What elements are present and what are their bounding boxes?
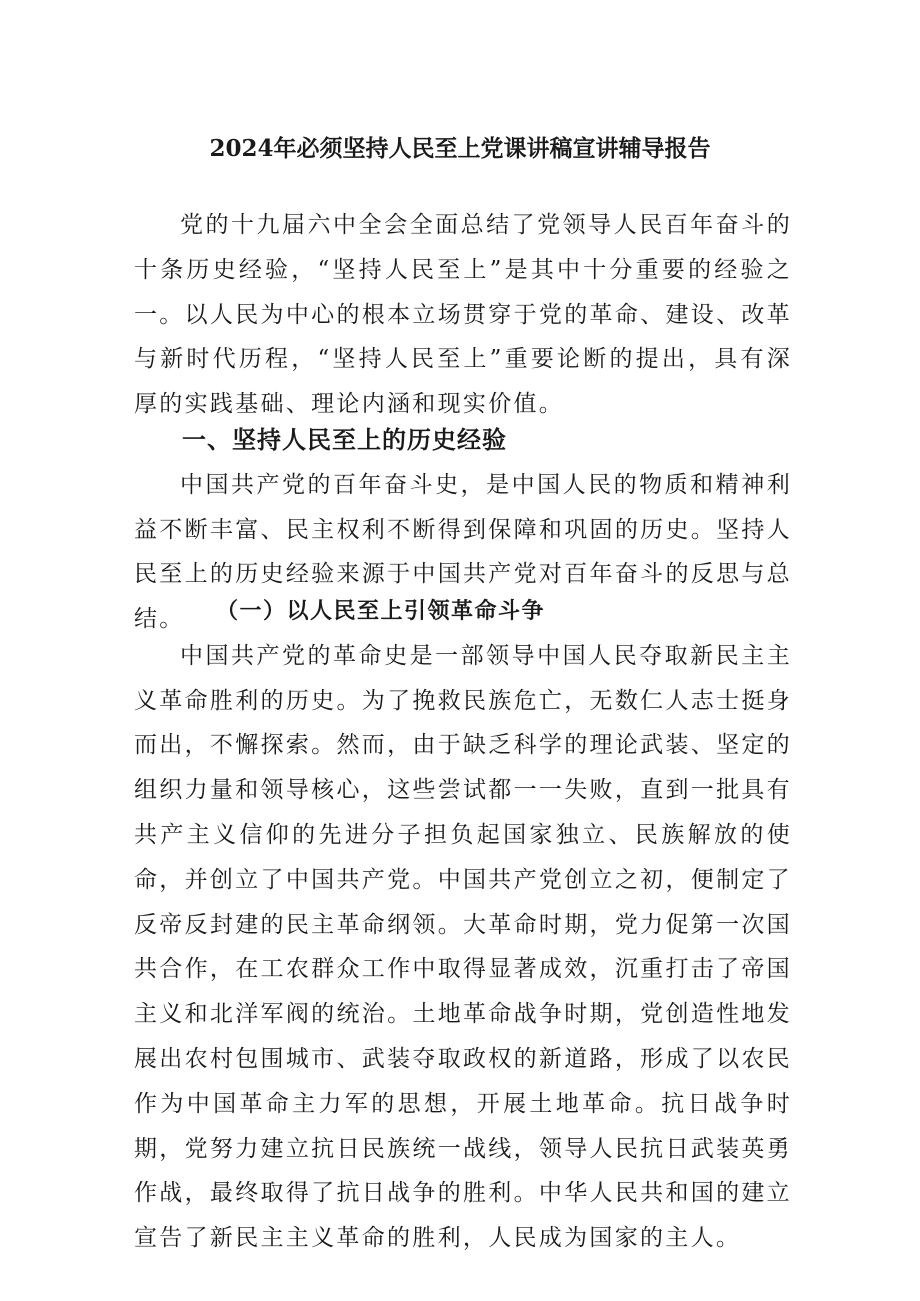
subsection-1 xyxy=(134,589,792,1261)
section-1-heading: 一、坚持人民至上的历史经验 xyxy=(182,426,507,454)
section-1-paragraph: 中国共产党的百年奋斗史，是中国人民的物质和精神利益不断丰富、民主权利不断得到保障和巩固的历史。坚持人民至上的历史经验来源于中国共产党对百年奋斗的反思与总结。 xyxy=(134,471,792,633)
subsection-1-heading: （一）以人民至上引领革命斗争 xyxy=(216,598,546,624)
intro-block xyxy=(134,203,792,427)
document-title: 2024年必须坚持人民至上党课讲稿宣讲辅导报告 xyxy=(209,135,711,163)
subsection-1-paragraph: 中国共产党的革命史是一部领导中国人民夺取新民主主义革命胜利的历史。为了挽救民族危亡，无数仁人志士挺身而出，不懈探索。然而，由于缺乏科学的理论武装、坚定的组织力量和领导核心，这些尝试都一一失败，直到一批具有共产主义信仰的先进分子担负起国家独立、民族解放的使命，并创立了中国共产党。中国共产党创立之初，便制定了反帝反封建的民主革命纲领。大革命时期，党力促第一次国共合作，在工农群众工作中取得显著成效，沉重打击了帝国主义和北洋军阀的统治。土地革命战争时期，党创造性地发展出农村包围城市、武装夺取政权的新道路，形成了以农民作为中国革命主力军的思想，开展土地革命。抗日战争时期，党努力建立抗日民族统一战线，领导人民抗日武装英勇作战，最终取得了抗日战争的胜利。中华人民共和国的建立宣告了新民主主义革命的胜利，人民成为国家的主人。 xyxy=(134,642,792,1252)
intro-paragraph: 党的十九届六中全会全面总结了党领导人民百年奋斗的十条历史经验，“坚持人民至上”是其中十分重要的经验之一。以人民为中心的根本立场贯穿于党的革命、建设、改革与新时代历程，“坚持人民至上”重要论断的提出，具有深厚的实践基础、理论内涵和现实价值。 xyxy=(134,212,792,418)
